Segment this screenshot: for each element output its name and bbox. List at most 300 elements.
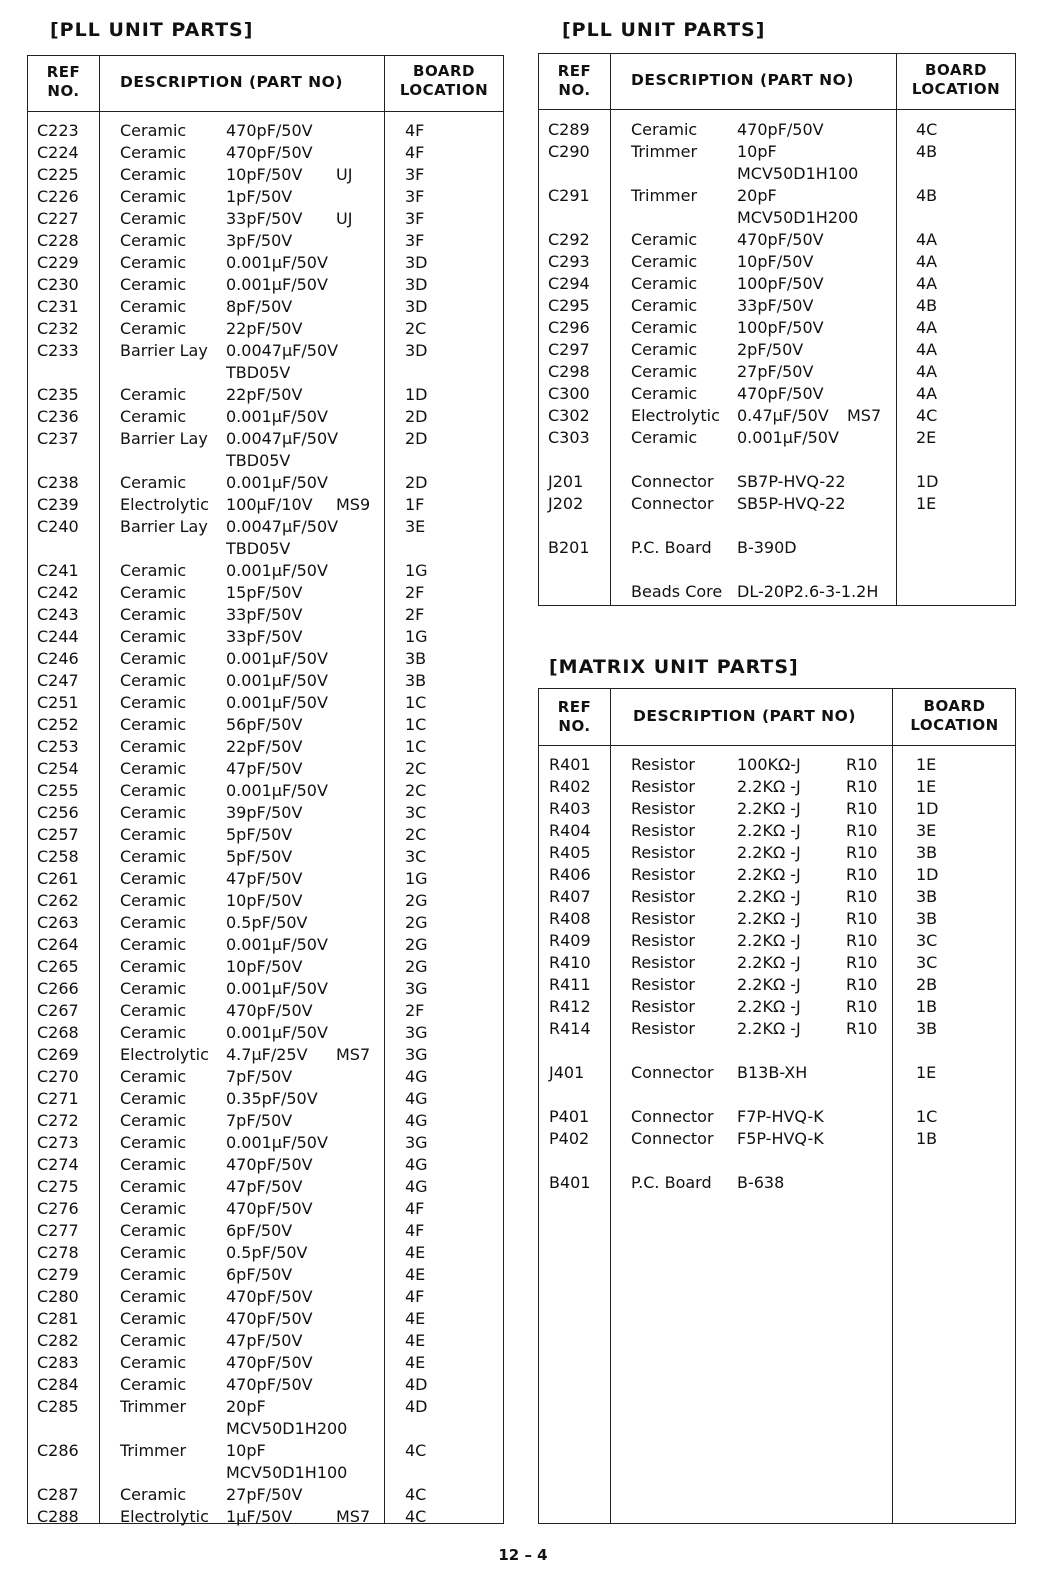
part-type: Ceramic bbox=[120, 803, 187, 822]
table-row bbox=[539, 886, 1015, 908]
table-row bbox=[539, 163, 1015, 185]
part-value: 0.001μF/50V bbox=[226, 561, 328, 580]
part-note: R10 bbox=[846, 887, 878, 906]
table-row bbox=[28, 626, 503, 648]
ref-no: C262 bbox=[37, 891, 79, 910]
part-type: Ceramic bbox=[120, 407, 187, 426]
ref-no: C269 bbox=[37, 1045, 79, 1064]
table-row bbox=[539, 471, 1015, 493]
part-type: Ceramic bbox=[120, 913, 187, 932]
table-row bbox=[539, 581, 1015, 603]
board-location-header: BOARD LOCATION bbox=[911, 61, 1001, 98]
ref-no: R404 bbox=[549, 821, 591, 840]
table-row bbox=[28, 1176, 503, 1198]
ref-no: C231 bbox=[37, 297, 79, 316]
matrix-parts-rows bbox=[539, 754, 1015, 1194]
part-value: 2.2KΩ -J bbox=[737, 799, 801, 818]
part-type: Ceramic bbox=[631, 296, 698, 315]
part-value: 2.2KΩ -J bbox=[737, 887, 801, 906]
part-value: 470pF/50V bbox=[226, 143, 313, 162]
part-value: 0.001μF/50V bbox=[226, 407, 328, 426]
table-row bbox=[539, 317, 1015, 339]
ref-no-header: REF NO. bbox=[557, 698, 592, 735]
board-location: 4A bbox=[916, 340, 938, 359]
ref-no: R410 bbox=[549, 953, 591, 972]
board-location: 2C bbox=[405, 319, 427, 338]
part-type: Ceramic bbox=[120, 671, 187, 690]
part-value: 5pF/50V bbox=[226, 847, 293, 866]
part-value: 47pF/50V bbox=[226, 869, 303, 888]
table-row bbox=[28, 1374, 503, 1396]
board-location: 4A bbox=[916, 384, 938, 403]
ref-no: J202 bbox=[548, 494, 584, 513]
part-type: Ceramic bbox=[120, 1309, 187, 1328]
part-value: 470pF/50V bbox=[737, 384, 824, 403]
part-note: R10 bbox=[846, 931, 878, 950]
board-location: 3G bbox=[405, 1133, 428, 1152]
ref-no: B401 bbox=[549, 1173, 591, 1192]
part-value: 470pF/50V bbox=[226, 1001, 313, 1020]
matrix-section-title: [MATRIX UNIT PARTS] bbox=[549, 656, 799, 678]
part-type: Ceramic bbox=[120, 1353, 187, 1372]
ref-no: C241 bbox=[37, 561, 79, 580]
board-location: 4A bbox=[916, 230, 938, 249]
part-type: Ceramic bbox=[120, 143, 187, 162]
part-value: 100pF/50V bbox=[737, 274, 824, 293]
ref-no: C256 bbox=[37, 803, 79, 822]
part-type: Ceramic bbox=[120, 979, 187, 998]
table-row bbox=[28, 736, 503, 758]
ref-no: C270 bbox=[37, 1067, 79, 1086]
part-value: 470pF/50V bbox=[226, 1287, 313, 1306]
part-type: Resistor bbox=[631, 1019, 695, 1038]
table-row bbox=[539, 1018, 1015, 1040]
ref-no-header: REF NO. bbox=[46, 63, 81, 100]
board-location: 2C bbox=[405, 781, 427, 800]
part-type: Ceramic bbox=[120, 957, 187, 976]
part-value: 22pF/50V bbox=[226, 737, 303, 756]
board-location: 4A bbox=[916, 274, 938, 293]
ref-no: C293 bbox=[548, 252, 590, 271]
table-row bbox=[28, 1198, 503, 1220]
part-type: Ceramic bbox=[120, 319, 187, 338]
part-value: 0.001μF/50V bbox=[226, 473, 328, 492]
board-location: 1C bbox=[405, 737, 427, 756]
board-location: 4A bbox=[916, 362, 938, 381]
part-type: Ceramic bbox=[120, 1265, 187, 1284]
table-row bbox=[539, 776, 1015, 798]
table-row bbox=[28, 1506, 503, 1528]
part-value: 4.7μF/25V bbox=[226, 1045, 308, 1064]
part-value: 2.2KΩ -J bbox=[737, 909, 801, 928]
table-row bbox=[28, 450, 503, 472]
part-value: 0.001μF/50V bbox=[737, 428, 839, 447]
part-type: Ceramic bbox=[120, 1133, 187, 1152]
table-row bbox=[28, 868, 503, 890]
board-location: 3C bbox=[916, 931, 938, 950]
ref-no: C279 bbox=[37, 1265, 79, 1284]
part-type: Barrier Lay bbox=[120, 517, 208, 536]
part-type: Resistor bbox=[631, 755, 695, 774]
board-location: 1E bbox=[916, 1063, 937, 1082]
board-location: 3D bbox=[405, 341, 428, 360]
board-location: 3B bbox=[916, 843, 938, 862]
part-value: 100pF/50V bbox=[737, 318, 824, 337]
table-row bbox=[539, 515, 1015, 537]
board-location: 1G bbox=[405, 627, 428, 646]
part-type: Beads Core bbox=[631, 582, 723, 601]
part-type: Ceramic bbox=[631, 120, 698, 139]
part-value: 27pF/50V bbox=[737, 362, 814, 381]
board-location: 4C bbox=[405, 1441, 427, 1460]
ref-no: C280 bbox=[37, 1287, 79, 1306]
board-location: 2G bbox=[405, 891, 428, 910]
part-type: Barrier Lay bbox=[120, 341, 208, 360]
board-location: 2C bbox=[405, 825, 427, 844]
ref-no: P401 bbox=[549, 1107, 590, 1126]
table-row bbox=[539, 361, 1015, 383]
table-row bbox=[28, 912, 503, 934]
ref-no: C288 bbox=[37, 1507, 79, 1526]
part-type: Resistor bbox=[631, 997, 695, 1016]
table-row bbox=[539, 295, 1015, 317]
ref-no: C296 bbox=[548, 318, 590, 337]
table-row bbox=[28, 340, 503, 362]
part-type: Resistor bbox=[631, 843, 695, 862]
part-note: R10 bbox=[846, 1019, 878, 1038]
part-value: 33pF/50V bbox=[226, 605, 303, 624]
part-type: Connector bbox=[631, 1129, 714, 1148]
table-row bbox=[28, 1418, 503, 1440]
part-value: TBD05V bbox=[226, 451, 291, 470]
part-value: 2.2KΩ -J bbox=[737, 865, 801, 884]
ref-no: C232 bbox=[37, 319, 79, 338]
table-row bbox=[539, 842, 1015, 864]
part-value: 2.2KΩ -J bbox=[737, 997, 801, 1016]
table-row bbox=[28, 1022, 503, 1044]
ref-no: R407 bbox=[549, 887, 591, 906]
board-location: 4E bbox=[405, 1265, 426, 1284]
part-value: DL-20P2.6-3-1.2H bbox=[737, 582, 879, 601]
ref-no: R406 bbox=[549, 865, 591, 884]
part-note: R10 bbox=[846, 777, 878, 796]
table-row bbox=[28, 714, 503, 736]
table-row bbox=[539, 930, 1015, 952]
part-value: 22pF/50V bbox=[226, 319, 303, 338]
board-location: 4C bbox=[405, 1485, 427, 1504]
part-value: 7pF/50V bbox=[226, 1067, 293, 1086]
board-location: 4G bbox=[405, 1067, 428, 1086]
part-value: 47pF/50V bbox=[226, 759, 303, 778]
board-location: 3G bbox=[405, 1045, 428, 1064]
part-value: 10pF/50V bbox=[226, 891, 303, 910]
ref-no: C284 bbox=[37, 1375, 79, 1394]
board-location: 4F bbox=[405, 143, 425, 162]
part-type: Ceramic bbox=[631, 428, 698, 447]
board-location: 1C bbox=[405, 715, 427, 734]
part-value: 2.2KΩ -J bbox=[737, 931, 801, 950]
board-location: 4E bbox=[405, 1353, 426, 1372]
part-type: Connector bbox=[631, 1107, 714, 1126]
board-location: 4C bbox=[916, 406, 938, 425]
part-note: R10 bbox=[846, 865, 878, 884]
table-row bbox=[539, 207, 1015, 229]
part-value: 2.2KΩ -J bbox=[737, 975, 801, 994]
board-location: 3D bbox=[405, 275, 428, 294]
part-type: Ceramic bbox=[120, 605, 187, 624]
part-type: Electrolytic bbox=[631, 406, 720, 425]
part-value: 0.47μF/50V bbox=[737, 406, 829, 425]
board-location: 4A bbox=[916, 252, 938, 271]
table-row bbox=[539, 273, 1015, 295]
description-header: DESCRIPTION (PART NO) bbox=[633, 707, 856, 725]
table-row bbox=[28, 824, 503, 846]
board-location-header: BOARD LOCATION bbox=[399, 62, 489, 99]
table-row bbox=[28, 1044, 503, 1066]
part-type: P.C. Board bbox=[631, 538, 712, 557]
part-value: 470pF/50V bbox=[226, 1309, 313, 1328]
part-value: 10pF/50V bbox=[226, 957, 303, 976]
ref-no: C254 bbox=[37, 759, 79, 778]
part-value: 47pF/50V bbox=[226, 1331, 303, 1350]
ref-no: C268 bbox=[37, 1023, 79, 1042]
part-value: 0.001μF/50V bbox=[226, 671, 328, 690]
part-type: Ceramic bbox=[120, 693, 187, 712]
part-type: Ceramic bbox=[120, 781, 187, 800]
ref-no: C255 bbox=[37, 781, 79, 800]
board-location: 4G bbox=[405, 1089, 428, 1108]
part-type: Resistor bbox=[631, 953, 695, 972]
part-value: 2.2KΩ -J bbox=[737, 821, 801, 840]
part-note: R10 bbox=[846, 843, 878, 862]
ref-no: C240 bbox=[37, 517, 79, 536]
board-location: 3B bbox=[916, 1019, 938, 1038]
board-location: 3B bbox=[405, 671, 427, 690]
board-location: 2G bbox=[405, 957, 428, 976]
part-type: Ceramic bbox=[120, 253, 187, 272]
ref-no: C247 bbox=[37, 671, 79, 690]
table-row bbox=[539, 427, 1015, 449]
ref-no: C292 bbox=[548, 230, 590, 249]
part-value: MCV50D1H100 bbox=[226, 1463, 348, 1482]
left-parts-rows bbox=[28, 120, 503, 1528]
part-value: 0.35pF/50V bbox=[226, 1089, 318, 1108]
part-note: UJ bbox=[336, 209, 353, 228]
part-value: 0.001μF/50V bbox=[226, 979, 328, 998]
ref-no: C258 bbox=[37, 847, 79, 866]
part-note: MS7 bbox=[847, 406, 882, 425]
table-row bbox=[28, 604, 503, 626]
ref-no: C278 bbox=[37, 1243, 79, 1262]
page-number: 12 – 4 bbox=[498, 1546, 548, 1564]
board-location: 1C bbox=[405, 693, 427, 712]
board-location: 1E bbox=[916, 494, 937, 513]
ref-no: C298 bbox=[548, 362, 590, 381]
ref-no: C224 bbox=[37, 143, 79, 162]
part-value: 56pF/50V bbox=[226, 715, 303, 734]
ref-no: C297 bbox=[548, 340, 590, 359]
ref-no: R408 bbox=[549, 909, 591, 928]
part-type: Ceramic bbox=[120, 891, 187, 910]
part-type: Ceramic bbox=[120, 847, 187, 866]
table-row bbox=[539, 952, 1015, 974]
board-location: 2D bbox=[405, 429, 428, 448]
table-row bbox=[539, 141, 1015, 163]
board-location: 3E bbox=[916, 821, 937, 840]
ref-no: C302 bbox=[548, 406, 590, 425]
part-type: Resistor bbox=[631, 821, 695, 840]
table-row bbox=[539, 119, 1015, 141]
part-type: Ceramic bbox=[631, 318, 698, 337]
part-value: SB7P-HVQ-22 bbox=[737, 472, 846, 491]
table-row bbox=[539, 493, 1015, 515]
part-type: Ceramic bbox=[120, 1485, 187, 1504]
right-top-parts-table bbox=[538, 53, 1016, 606]
part-type: Ceramic bbox=[631, 362, 698, 381]
ref-no: R403 bbox=[549, 799, 591, 818]
part-value: 0.001μF/50V bbox=[226, 253, 328, 272]
table-row bbox=[28, 164, 503, 186]
part-value: 20pF bbox=[737, 186, 777, 205]
board-location: 4B bbox=[916, 142, 938, 161]
ref-no: C227 bbox=[37, 209, 79, 228]
part-value: MCV50D1H200 bbox=[737, 208, 859, 227]
board-location: 2F bbox=[405, 583, 425, 602]
board-location: 2B bbox=[916, 975, 938, 994]
board-location: 3B bbox=[916, 887, 938, 906]
table-row bbox=[28, 384, 503, 406]
ref-no: R405 bbox=[549, 843, 591, 862]
ref-no: C273 bbox=[37, 1133, 79, 1152]
ref-no: C239 bbox=[37, 495, 79, 514]
board-location: 4E bbox=[405, 1243, 426, 1262]
table-row bbox=[28, 1000, 503, 1022]
part-value: 2.2KΩ -J bbox=[737, 953, 801, 972]
table-row bbox=[28, 802, 503, 824]
board-location: 2G bbox=[405, 913, 428, 932]
ref-no: C223 bbox=[37, 121, 79, 140]
table-row bbox=[28, 1286, 503, 1308]
ref-no: C294 bbox=[548, 274, 590, 293]
part-value: 1μF/50V bbox=[226, 1507, 293, 1526]
board-location: 3E bbox=[405, 517, 426, 536]
part-value: F5P-HVQ-K bbox=[737, 1129, 824, 1148]
table-row bbox=[28, 1066, 503, 1088]
table-row bbox=[539, 798, 1015, 820]
board-location: 3C bbox=[916, 953, 938, 972]
table-row bbox=[539, 559, 1015, 581]
part-value: 470pF/50V bbox=[226, 121, 313, 140]
part-type: Resistor bbox=[631, 887, 695, 906]
part-value: 470pF/50V bbox=[226, 1375, 313, 1394]
part-value: 8pF/50V bbox=[226, 297, 293, 316]
part-type: Trimmer bbox=[120, 1397, 187, 1416]
right-top-parts-rows bbox=[539, 119, 1015, 603]
part-value: TBD05V bbox=[226, 539, 291, 558]
part-value: MCV50D1H100 bbox=[737, 164, 859, 183]
board-location: 4F bbox=[405, 1199, 425, 1218]
board-location: 3G bbox=[405, 1023, 428, 1042]
ref-no: C251 bbox=[37, 693, 79, 712]
board-location: 3C bbox=[405, 803, 427, 822]
table-row bbox=[28, 1242, 503, 1264]
board-location: 2F bbox=[405, 605, 425, 624]
part-type: Ceramic bbox=[120, 1287, 187, 1306]
part-type: Ceramic bbox=[631, 384, 698, 403]
table-row bbox=[539, 1128, 1015, 1150]
part-note: R10 bbox=[846, 909, 878, 928]
ref-no: C285 bbox=[37, 1397, 79, 1416]
part-type: Ceramic bbox=[120, 1155, 187, 1174]
part-type: Ceramic bbox=[120, 649, 187, 668]
table-row bbox=[28, 296, 503, 318]
part-value: 470pF/50V bbox=[737, 120, 824, 139]
part-type: Resistor bbox=[631, 975, 695, 994]
table-row bbox=[539, 1106, 1015, 1128]
part-value: 2.2KΩ -J bbox=[737, 777, 801, 796]
part-value: 0.0047μF/50V bbox=[226, 517, 339, 536]
table-row bbox=[539, 754, 1015, 776]
table-row bbox=[28, 1308, 503, 1330]
ref-no: R409 bbox=[549, 931, 591, 950]
right-top-section-title: [PLL UNIT PARTS] bbox=[562, 19, 766, 41]
table-row bbox=[28, 516, 503, 538]
part-note: MS7 bbox=[336, 1045, 371, 1064]
ref-no: C237 bbox=[37, 429, 79, 448]
part-value: B-638 bbox=[737, 1173, 785, 1192]
part-value: TBD05V bbox=[226, 363, 291, 382]
table-row bbox=[28, 956, 503, 978]
table-row bbox=[28, 1352, 503, 1374]
part-type: Ceramic bbox=[120, 759, 187, 778]
part-type: Connector bbox=[631, 494, 714, 513]
board-location: 3F bbox=[405, 209, 425, 228]
part-value: 0.001μF/50V bbox=[226, 275, 328, 294]
part-type: Ceramic bbox=[120, 385, 187, 404]
part-value: 2.2KΩ -J bbox=[737, 1019, 801, 1038]
ref-no: C281 bbox=[37, 1309, 79, 1328]
board-location: 4E bbox=[405, 1331, 426, 1350]
part-type: Ceramic bbox=[120, 737, 187, 756]
table-row bbox=[28, 362, 503, 384]
part-value: 0.001μF/50V bbox=[226, 1023, 328, 1042]
part-note: R10 bbox=[846, 755, 878, 774]
part-type: Ceramic bbox=[120, 1199, 187, 1218]
board-location: 2F bbox=[405, 1001, 425, 1020]
part-type: Ceramic bbox=[631, 340, 698, 359]
table-row bbox=[28, 648, 503, 670]
table-row bbox=[28, 142, 503, 164]
board-location: 2E bbox=[916, 428, 937, 447]
part-type: Ceramic bbox=[631, 230, 698, 249]
part-value: 10pF/50V bbox=[226, 165, 303, 184]
part-note: R10 bbox=[846, 953, 878, 972]
part-value: 0.5pF/50V bbox=[226, 913, 308, 932]
ref-no: C225 bbox=[37, 165, 79, 184]
table-row bbox=[28, 472, 503, 494]
ref-no: C265 bbox=[37, 957, 79, 976]
part-type: Trimmer bbox=[631, 186, 698, 205]
part-type: Resistor bbox=[631, 799, 695, 818]
table-row bbox=[539, 820, 1015, 842]
part-type: Ceramic bbox=[120, 187, 187, 206]
table-row bbox=[539, 1172, 1015, 1194]
part-value: F7P-HVQ-K bbox=[737, 1107, 824, 1126]
board-location: 4C bbox=[405, 1507, 427, 1526]
part-type: Ceramic bbox=[120, 583, 187, 602]
table-row bbox=[28, 1484, 503, 1506]
part-value: 0.001μF/50V bbox=[226, 649, 328, 668]
